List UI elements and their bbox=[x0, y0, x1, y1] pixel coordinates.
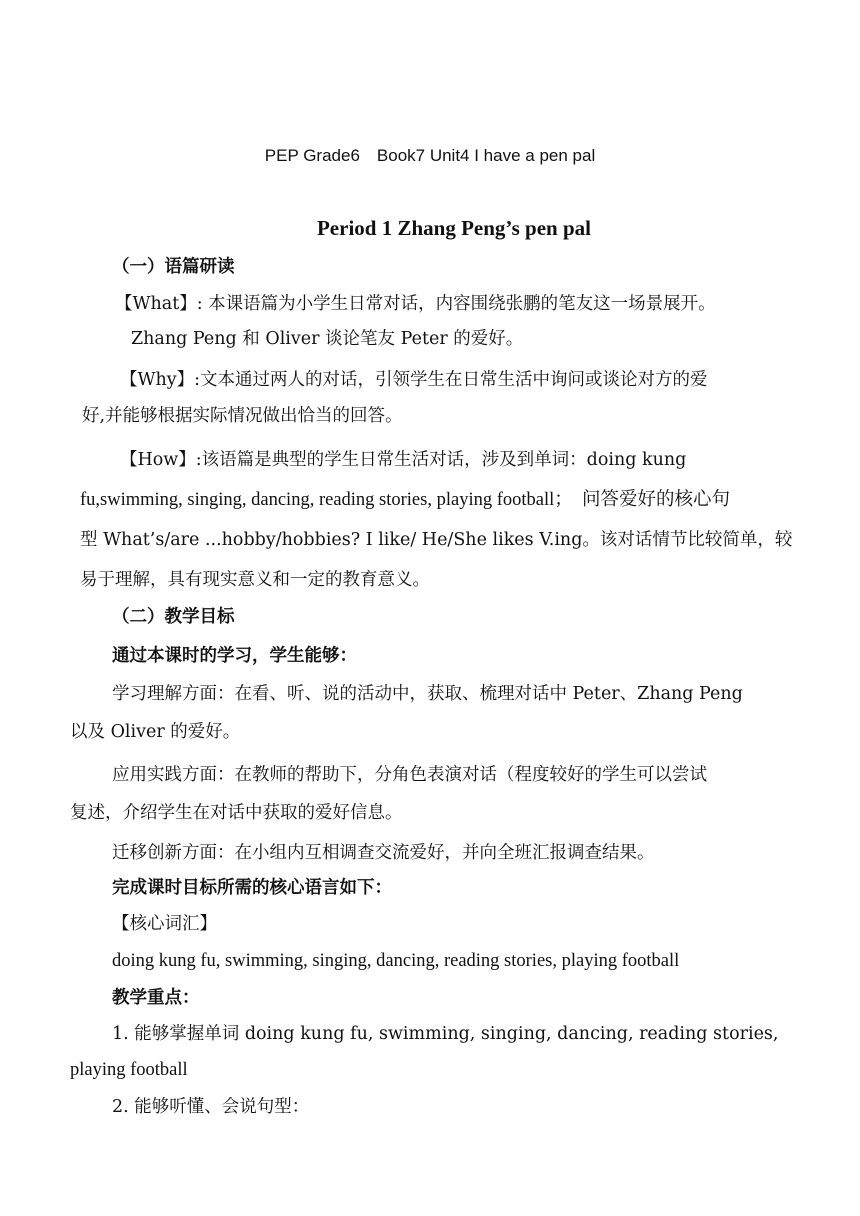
section-heading-text-study: （一）语篇研读 bbox=[112, 257, 235, 277]
how-line-1: 【How】:该语篇是典型的学生日常生活对话，涉及到单词：doing kung bbox=[120, 450, 687, 470]
page-title: Period 1 Zhang Peng’s pen pal bbox=[316, 216, 591, 240]
how-line-2: fu,swimming, singing, dancing, reading stories, playing football； 问答爱好的核心句 bbox=[80, 490, 731, 510]
key-point-1-line-2: playing football bbox=[70, 1060, 188, 1080]
objective-apply-line-1: 应用实践方面：在教师的帮助下，分角色表演对话（程度较好的学生可以尝试 bbox=[112, 765, 707, 785]
how-line-3: 型 What’s/are ...hobby/hobbies? I like/ He/She likes V.ing。该对话情节比较简单，较 bbox=[80, 530, 793, 550]
why-line-2: 好,并能够根据实际情况做出恰当的回答。 bbox=[82, 406, 403, 426]
document-header: PEP Grade6 Book7 Unit4 I have a pen pal bbox=[264, 146, 596, 165]
what-line-1: 【What】: 本课语篇为小学生日常对话，内容围绕张鹏的笔友这一场景展开。 bbox=[115, 294, 716, 314]
why-line-1: 【Why】:文本通过两人的对话，引领学生在日常生活中询问或谈论对方的爱 bbox=[120, 370, 708, 390]
objective-apply-line-2: 复述，介绍学生在对话中获取的爱好信息。 bbox=[70, 803, 403, 823]
core-vocab-label: 【核心词汇】 bbox=[112, 914, 217, 934]
key-points-heading: 教学重点： bbox=[112, 988, 200, 1008]
section-heading-objectives: （二）教学目标 bbox=[112, 607, 235, 627]
objective-understand-line-2: 以及 Oliver 的爱好。 bbox=[70, 722, 241, 742]
objective-transfer: 迁移创新方面：在小组内互相调查交流爱好，并向全班汇报调查结果。 bbox=[112, 843, 655, 863]
objective-understand-line-1: 学习理解方面：在看、听、说的活动中，获取、梳理对话中 Peter、Zhang Peng bbox=[112, 684, 743, 704]
how-line-4: 易于理解，具有现实意义和一定的教育意义。 bbox=[80, 570, 430, 590]
core-language-heading: 完成课时目标所需的核心语言如下： bbox=[112, 878, 392, 898]
key-point-2: 2. 能够听懂、会说句型： bbox=[112, 1097, 310, 1117]
key-point-1-line-1: 1. 能够掌握单词 doing kung fu, swimming, singing, dancing, reading stories, bbox=[112, 1024, 779, 1044]
objectives-intro: 通过本课时的学习，学生能够： bbox=[112, 646, 357, 666]
what-line-2: Zhang Peng 和 Oliver 谈论笔友 Peter 的爱好。 bbox=[131, 329, 524, 349]
core-vocab-list: doing kung fu, swimming, singing, dancing, reading stories, playing football bbox=[112, 951, 680, 971]
